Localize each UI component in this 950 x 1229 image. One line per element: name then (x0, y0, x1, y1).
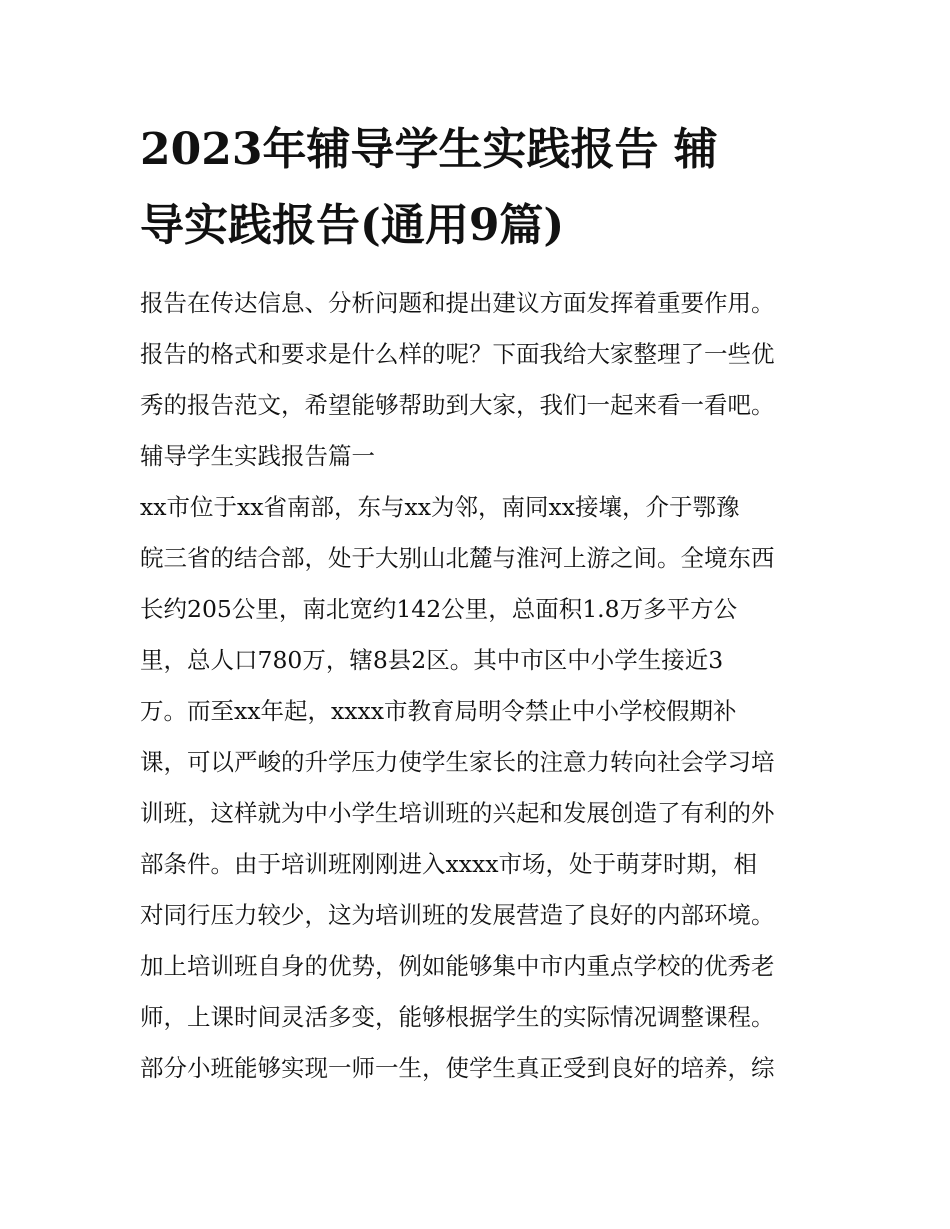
body-line: xx市位于xx省南部，东与xx为邻，南同xx接壤，介于鄂豫 (140, 493, 740, 521)
body-line: 报告的格式和要求是什么样的呢？下面我给大家整理了一些优 (140, 340, 775, 368)
body-line: 部条件。由于培训班刚刚进入xxxx市场，处于萌芽时期，相 (140, 850, 758, 878)
body-line: 对同行压力较少，这为培训班的发展营造了良好的内部环境。 (140, 901, 775, 929)
body-line: 秀的报告范文，希望能够帮助到大家，我们一起来看一看吧。 (140, 391, 775, 419)
body-line: 训班，这样就为中小学生培训班的兴起和发展创造了有利的外 (140, 799, 775, 827)
body-line: 万。而至xx年起，xxxx市教育局明令禁止中小学校假期补 (140, 697, 737, 725)
body-line: 里，总人口780万，辖8县2区。其中市区中小学生接近3 (140, 646, 724, 674)
body-line: 报告在传达信息、分析问题和提出建议方面发挥着重要作用。 (140, 289, 775, 317)
body-line: 师，上课时间灵活多变，能够根据学生的实际情况调整课程。 (140, 1003, 775, 1031)
body-line: 皖三省的结合部，处于大别山北麓与淮河上游之间。全境东西 (140, 544, 775, 572)
document-title (140, 112, 820, 264)
title-line: 导实践报告(通用9篇) (140, 200, 565, 251)
body-line: 加上培训班自身的优势，例如能够集中市内重点学校的优秀老 (140, 952, 775, 980)
body-line: 课，可以严峻的升学压力使学生家长的注意力转向社会学习培 (140, 748, 775, 776)
body-line: 长约205公里，南北宽约142公里，总面积1.8万多平方公 (140, 595, 738, 623)
body-line: 部分小班能够实现一师一生，使学生真正受到良好的培养，综 (140, 1054, 775, 1082)
document-body (140, 278, 820, 1094)
section-heading: 辅导学生实践报告篇一 (140, 442, 375, 470)
title-line: 2023年辅导学生实践报告 辅 (140, 124, 718, 175)
